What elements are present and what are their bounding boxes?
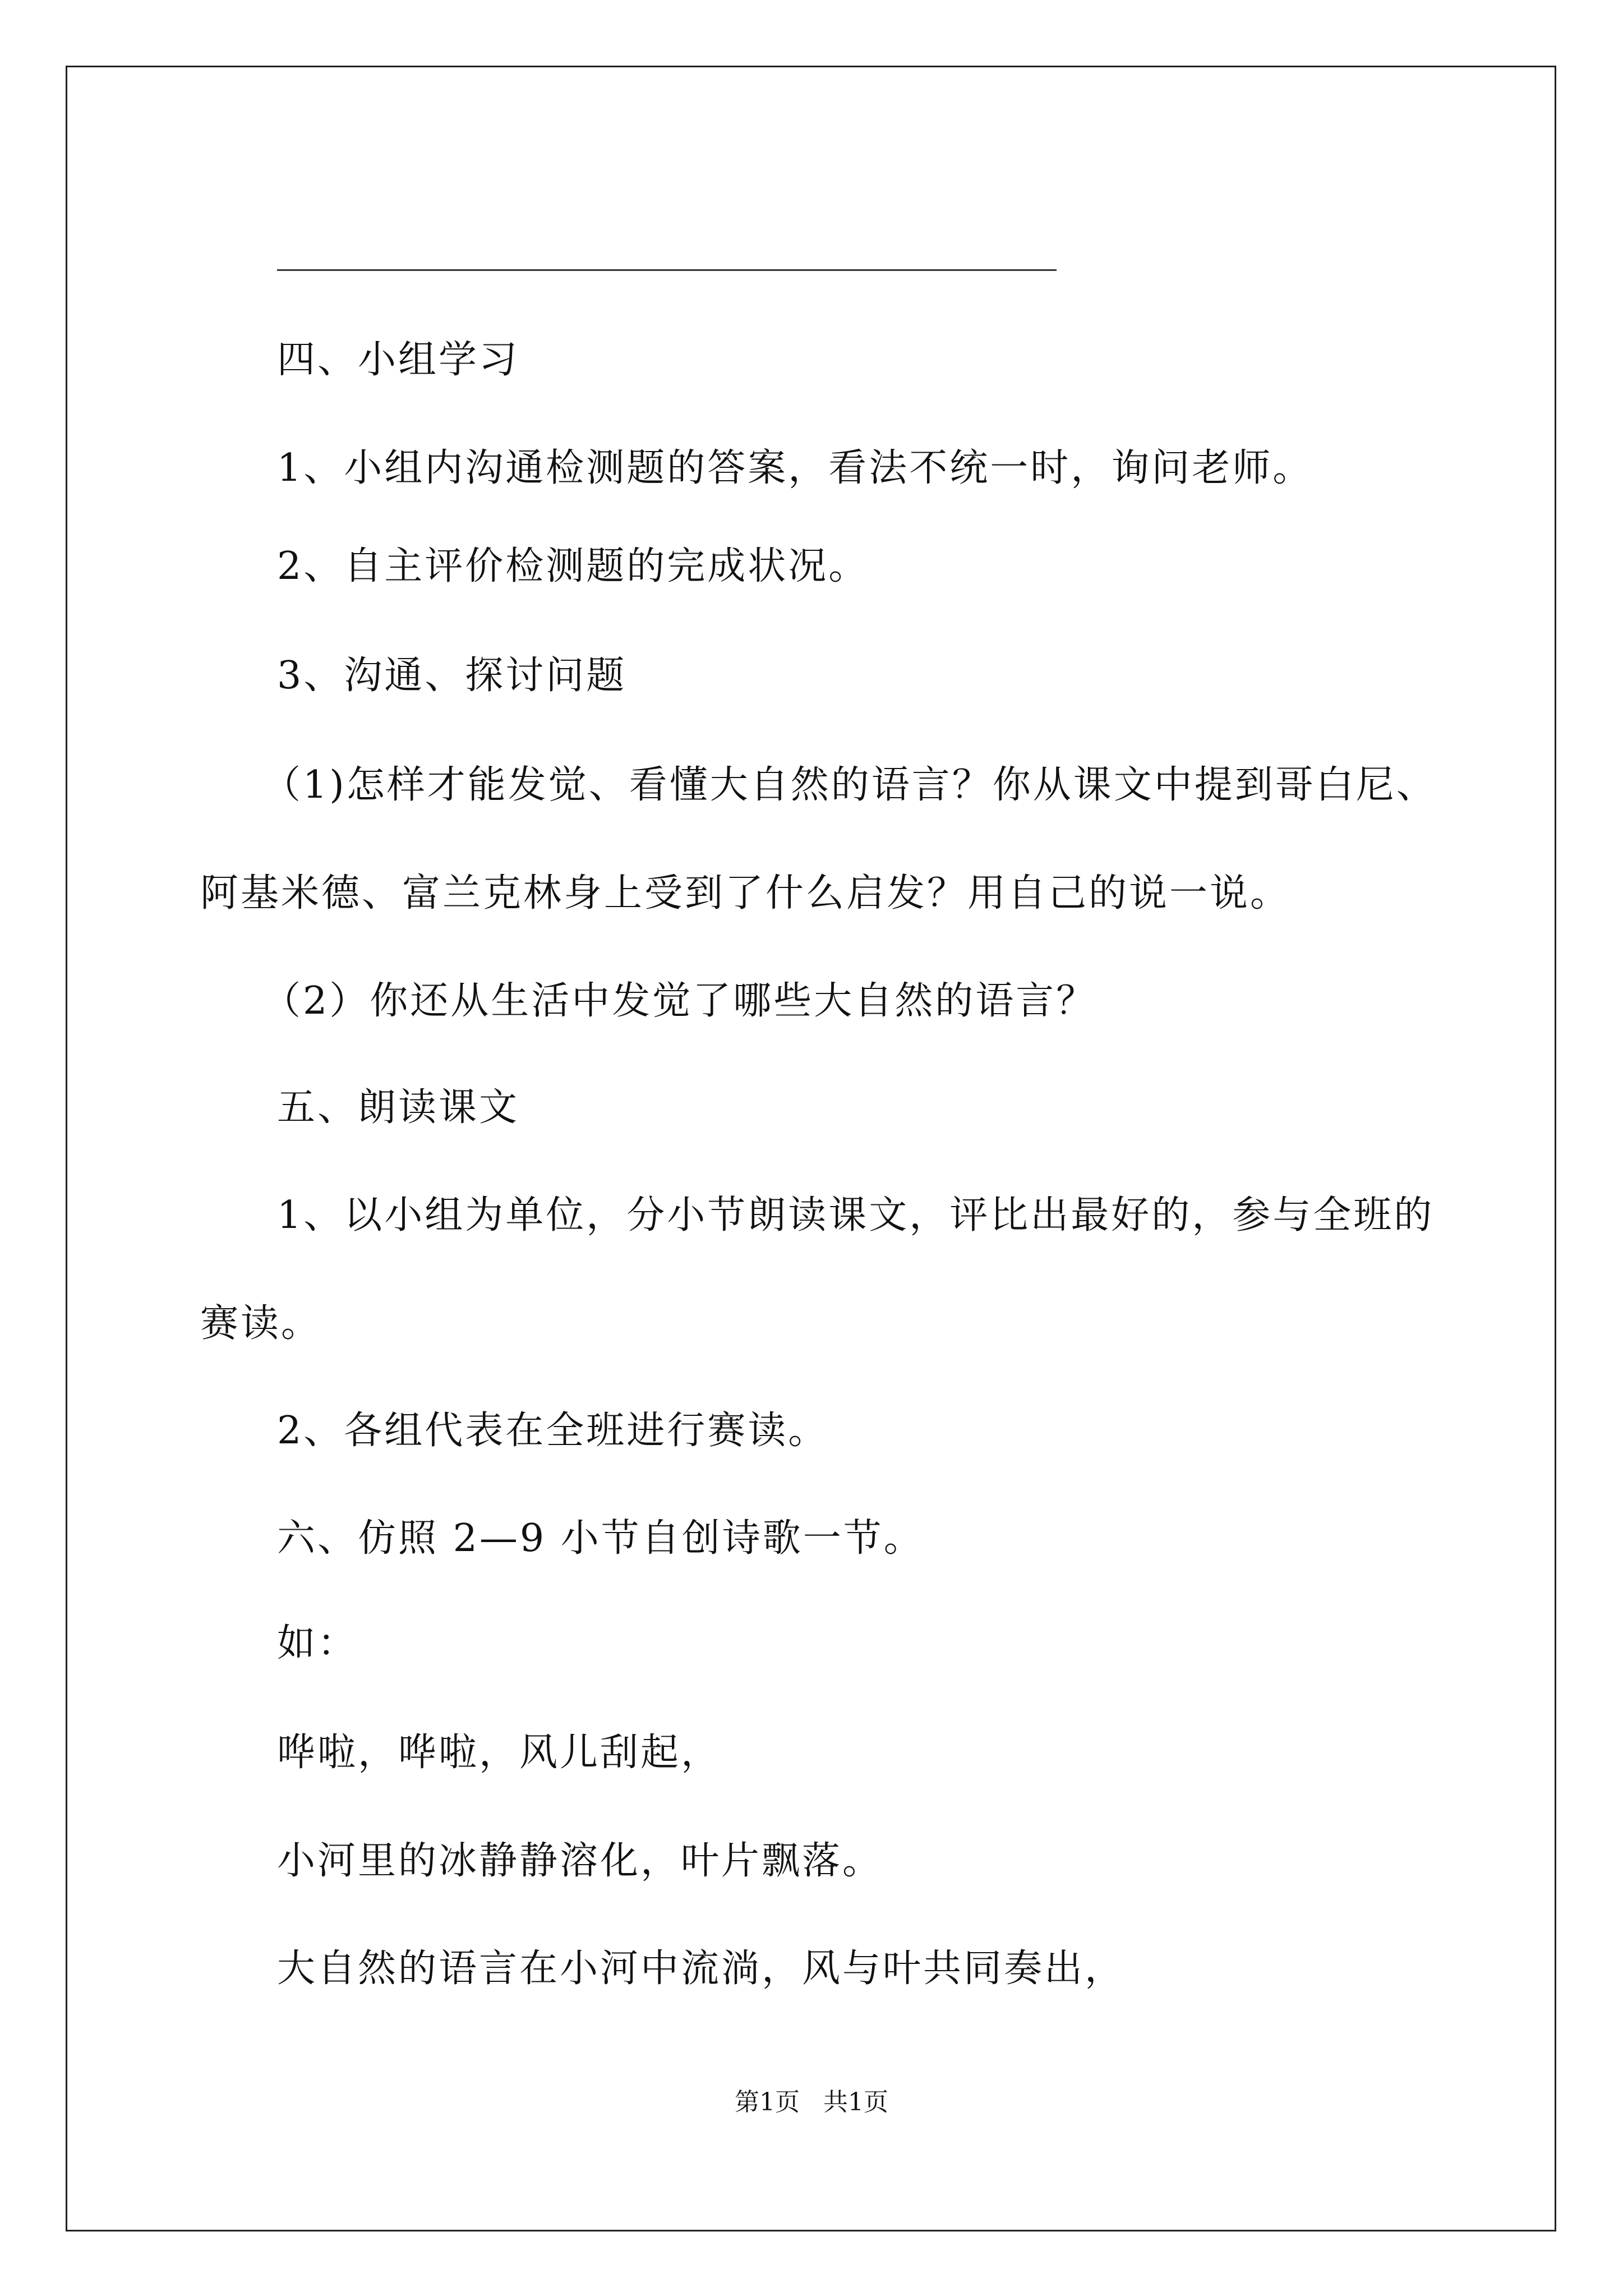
- poem-line: 大自然的语言在小河中流淌，风与叶共同奏出，: [277, 1947, 1126, 1991]
- poem-line: 哗啦，哗啦，风儿刮起，: [277, 1731, 722, 1775]
- top-rule: [277, 269, 1057, 271]
- section-heading-6: 六、仿照 2—9 小节自创诗歌一节。: [277, 1516, 924, 1561]
- poem-line: 小河里的冰静静溶化，叶片飘落。: [277, 1839, 883, 1883]
- section-heading-4: 四、小组学习: [277, 338, 520, 382]
- paragraph-line: 如：: [277, 1621, 358, 1665]
- paragraph-line: 阿基米德、富兰克林身上受到了什么启发？用自己的说一说。: [200, 871, 1291, 915]
- paragraph-line: （1)怎样才能发觉、看懂大自然的语言？你从课文中提到哥白尼、: [262, 763, 1437, 807]
- paragraph-line: 赛读。: [200, 1301, 322, 1346]
- paragraph-line: 1、以小组为单位，分小节朗读课文，评比出最好的，参与全班的: [277, 1193, 1435, 1237]
- page-border: [66, 66, 1556, 2231]
- paragraph-line: （2）你还从生活中发觉了哪些大自然的语言？: [262, 979, 1097, 1023]
- paragraph-line: 3、沟通、探讨问题: [277, 654, 627, 698]
- page-footer: 第1页 共1页: [735, 2088, 888, 2116]
- paragraph-line: 1、小组内沟通检测题的答案，看法不统一时，询问老师。: [277, 446, 1313, 490]
- section-heading-5: 五、朗读课文: [277, 1085, 520, 1130]
- paragraph-line: 2、自主评价检测题的完成状况。: [277, 544, 869, 588]
- paragraph-line: 2、各组代表在全班进行赛读。: [277, 1409, 829, 1453]
